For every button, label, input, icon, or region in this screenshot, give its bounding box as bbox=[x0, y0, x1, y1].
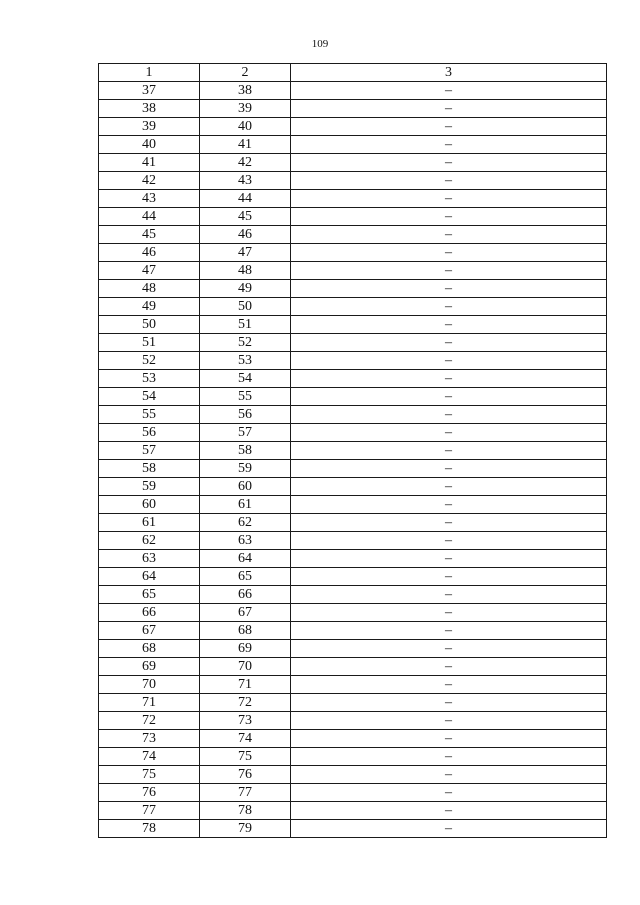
table-cell-col-2: 72 bbox=[200, 694, 291, 712]
table-cell-col-3: – bbox=[291, 712, 607, 730]
table-cell-col-2: 66 bbox=[200, 586, 291, 604]
table-cell-col-2: 79 bbox=[200, 820, 291, 838]
table-row bbox=[99, 244, 607, 262]
table-row bbox=[99, 334, 607, 352]
table-row bbox=[99, 568, 607, 586]
table-cell-col-2: 63 bbox=[200, 532, 291, 550]
table-row bbox=[99, 388, 607, 406]
table-cell-col-1: 68 bbox=[99, 640, 200, 658]
table-cell-col-1: 51 bbox=[99, 334, 200, 352]
table-cell-col-1: 60 bbox=[99, 496, 200, 514]
table-cell-col-3: – bbox=[291, 298, 607, 316]
table-cell-col-2: 51 bbox=[200, 316, 291, 334]
table-cell-col-1: 57 bbox=[99, 442, 200, 460]
table-cell-col-3: – bbox=[291, 748, 607, 766]
table-cell-col-1: 70 bbox=[99, 676, 200, 694]
table-cell-col-2: 42 bbox=[200, 154, 291, 172]
table-cell-col-1: 37 bbox=[99, 82, 200, 100]
table-row bbox=[99, 424, 607, 442]
table-cell-col-2: 52 bbox=[200, 334, 291, 352]
table-cell-col-1: 72 bbox=[99, 712, 200, 730]
table-cell-col-2: 58 bbox=[200, 442, 291, 460]
table-cell-col-2: 54 bbox=[200, 370, 291, 388]
table-row bbox=[99, 442, 607, 460]
table-cell-col-1: 74 bbox=[99, 748, 200, 766]
table-cell-col-1: 61 bbox=[99, 514, 200, 532]
column-header-2: 2 bbox=[200, 64, 291, 82]
table-cell-col-3: – bbox=[291, 352, 607, 370]
table-cell-col-2: 77 bbox=[200, 784, 291, 802]
table-cell-col-3: – bbox=[291, 586, 607, 604]
table-row bbox=[99, 406, 607, 424]
table-row bbox=[99, 676, 607, 694]
table-row bbox=[99, 190, 607, 208]
table-row bbox=[99, 370, 607, 388]
table-row bbox=[99, 478, 607, 496]
table-cell-col-3: – bbox=[291, 622, 607, 640]
table-cell-col-2: 75 bbox=[200, 748, 291, 766]
table-cell-col-1: 43 bbox=[99, 190, 200, 208]
table-cell-col-1: 64 bbox=[99, 568, 200, 586]
table-cell-col-3: – bbox=[291, 802, 607, 820]
table-cell-col-3: – bbox=[291, 496, 607, 514]
table-cell-col-1: 39 bbox=[99, 118, 200, 136]
table-cell-col-3: – bbox=[291, 604, 607, 622]
table-cell-col-2: 78 bbox=[200, 802, 291, 820]
table-cell-col-3: – bbox=[291, 370, 607, 388]
table-cell-col-3: – bbox=[291, 784, 607, 802]
table-cell-col-1: 50 bbox=[99, 316, 200, 334]
table-row bbox=[99, 208, 607, 226]
table-cell-col-2: 70 bbox=[200, 658, 291, 676]
table-row bbox=[99, 802, 607, 820]
table-cell-col-3: – bbox=[291, 676, 607, 694]
table-cell-col-3: – bbox=[291, 100, 607, 118]
table-cell-col-2: 53 bbox=[200, 352, 291, 370]
table-cell-col-2: 65 bbox=[200, 568, 291, 586]
table-cell-col-1: 77 bbox=[99, 802, 200, 820]
table-cell-col-3: – bbox=[291, 208, 607, 226]
table-cell-col-2: 55 bbox=[200, 388, 291, 406]
table-cell-col-1: 55 bbox=[99, 406, 200, 424]
table-cell-col-1: 59 bbox=[99, 478, 200, 496]
table-row bbox=[99, 352, 607, 370]
table-cell-col-1: 48 bbox=[99, 280, 200, 298]
table-cell-col-3: – bbox=[291, 190, 607, 208]
table-row bbox=[99, 514, 607, 532]
table-row bbox=[99, 280, 607, 298]
page-number: 109 bbox=[311, 38, 329, 50]
table-cell-col-3: – bbox=[291, 730, 607, 748]
table-cell-col-3: – bbox=[291, 568, 607, 586]
table-cell-col-3: – bbox=[291, 550, 607, 568]
table-row bbox=[99, 712, 607, 730]
table-cell-col-2: 44 bbox=[200, 190, 291, 208]
table-row bbox=[99, 532, 607, 550]
table-cell-col-2: 56 bbox=[200, 406, 291, 424]
table-row bbox=[99, 550, 607, 568]
table-row bbox=[99, 262, 607, 280]
table-cell-col-3: – bbox=[291, 334, 607, 352]
table-row bbox=[99, 496, 607, 514]
table-cell-col-2: 68 bbox=[200, 622, 291, 640]
table-cell-col-1: 66 bbox=[99, 604, 200, 622]
table-cell-col-3: – bbox=[291, 766, 607, 784]
table-cell-col-3: – bbox=[291, 640, 607, 658]
table-cell-col-2: 59 bbox=[200, 460, 291, 478]
table-cell-col-1: 69 bbox=[99, 658, 200, 676]
table-cell-col-2: 61 bbox=[200, 496, 291, 514]
table-cell-col-3: – bbox=[291, 136, 607, 154]
table-row bbox=[99, 316, 607, 334]
table-row bbox=[99, 694, 607, 712]
table-cell-col-3: – bbox=[291, 172, 607, 190]
table-row bbox=[99, 784, 607, 802]
table-row bbox=[99, 82, 607, 100]
table-row bbox=[99, 604, 607, 622]
table-cell-col-2: 76 bbox=[200, 766, 291, 784]
table-cell-col-2: 69 bbox=[200, 640, 291, 658]
table-cell-col-1: 78 bbox=[99, 820, 200, 838]
table-cell-col-3: – bbox=[291, 694, 607, 712]
table-cell-col-3: – bbox=[291, 424, 607, 442]
table-row bbox=[99, 460, 607, 478]
table-row bbox=[99, 766, 607, 784]
table-cell-col-3: – bbox=[291, 658, 607, 676]
table-cell-col-2: 50 bbox=[200, 298, 291, 316]
table-cell-col-1: 53 bbox=[99, 370, 200, 388]
table-row bbox=[99, 586, 607, 604]
table-cell-col-2: 46 bbox=[200, 226, 291, 244]
table-body bbox=[99, 82, 607, 838]
table-cell-col-2: 71 bbox=[200, 676, 291, 694]
table-cell-col-2: 60 bbox=[200, 478, 291, 496]
table-cell-col-2: 57 bbox=[200, 424, 291, 442]
table-cell-col-3: – bbox=[291, 244, 607, 262]
table-row bbox=[99, 748, 607, 766]
table-cell-col-1: 45 bbox=[99, 226, 200, 244]
table-cell-col-1: 65 bbox=[99, 586, 200, 604]
table-row bbox=[99, 226, 607, 244]
table-cell-col-3: – bbox=[291, 532, 607, 550]
data-table bbox=[98, 63, 607, 838]
table-cell-col-1: 73 bbox=[99, 730, 200, 748]
table-cell-col-3: – bbox=[291, 316, 607, 334]
table-cell-col-1: 67 bbox=[99, 622, 200, 640]
table-cell-col-3: – bbox=[291, 442, 607, 460]
table-cell-col-1: 63 bbox=[99, 550, 200, 568]
column-header-3: 3 bbox=[291, 64, 607, 82]
table-cell-col-1: 58 bbox=[99, 460, 200, 478]
table-cell-col-2: 74 bbox=[200, 730, 291, 748]
table-cell-col-2: 41 bbox=[200, 136, 291, 154]
table-cell-col-3: – bbox=[291, 388, 607, 406]
table-row bbox=[99, 136, 607, 154]
table-cell-col-1: 71 bbox=[99, 694, 200, 712]
table-cell-col-3: – bbox=[291, 226, 607, 244]
table-cell-col-3: – bbox=[291, 820, 607, 838]
table-cell-col-3: – bbox=[291, 514, 607, 532]
table-row bbox=[99, 640, 607, 658]
table-cell-col-2: 43 bbox=[200, 172, 291, 190]
table-cell-col-2: 64 bbox=[200, 550, 291, 568]
table-cell-col-1: 62 bbox=[99, 532, 200, 550]
table-cell-col-3: – bbox=[291, 118, 607, 136]
table-header bbox=[99, 64, 607, 82]
table-cell-col-1: 44 bbox=[99, 208, 200, 226]
table-cell-col-2: 40 bbox=[200, 118, 291, 136]
table-cell-col-1: 49 bbox=[99, 298, 200, 316]
table-row bbox=[99, 730, 607, 748]
table-row bbox=[99, 298, 607, 316]
table-cell-col-1: 47 bbox=[99, 262, 200, 280]
table-cell-col-2: 48 bbox=[200, 262, 291, 280]
table-cell-col-1: 40 bbox=[99, 136, 200, 154]
table-cell-col-3: – bbox=[291, 262, 607, 280]
table-cell-col-2: 47 bbox=[200, 244, 291, 262]
table-cell-col-3: – bbox=[291, 82, 607, 100]
table-cell-col-1: 76 bbox=[99, 784, 200, 802]
table-cell-col-1: 56 bbox=[99, 424, 200, 442]
table-cell-col-1: 46 bbox=[99, 244, 200, 262]
table-row bbox=[99, 820, 607, 838]
table-row bbox=[99, 118, 607, 136]
table-row bbox=[99, 154, 607, 172]
table-cell-col-1: 38 bbox=[99, 100, 200, 118]
table-cell-col-3: – bbox=[291, 280, 607, 298]
table-cell-col-3: – bbox=[291, 478, 607, 496]
table-row bbox=[99, 172, 607, 190]
table-cell-col-2: 38 bbox=[200, 82, 291, 100]
table-row bbox=[99, 658, 607, 676]
table-cell-col-1: 54 bbox=[99, 388, 200, 406]
table-cell-col-1: 52 bbox=[99, 352, 200, 370]
table-cell-col-1: 42 bbox=[99, 172, 200, 190]
table-cell-col-3: – bbox=[291, 406, 607, 424]
column-header-1: 1 bbox=[99, 64, 200, 82]
table-cell-col-2: 73 bbox=[200, 712, 291, 730]
table-cell-col-2: 39 bbox=[200, 100, 291, 118]
table-cell-col-1: 41 bbox=[99, 154, 200, 172]
table-row bbox=[99, 100, 607, 118]
header-row bbox=[99, 64, 607, 82]
table-cell-col-3: – bbox=[291, 154, 607, 172]
table-cell-col-2: 67 bbox=[200, 604, 291, 622]
table-cell-col-2: 49 bbox=[200, 280, 291, 298]
table-cell-col-2: 45 bbox=[200, 208, 291, 226]
table-row bbox=[99, 622, 607, 640]
table-cell-col-3: – bbox=[291, 460, 607, 478]
table-cell-col-2: 62 bbox=[200, 514, 291, 532]
table-cell-col-1: 75 bbox=[99, 766, 200, 784]
